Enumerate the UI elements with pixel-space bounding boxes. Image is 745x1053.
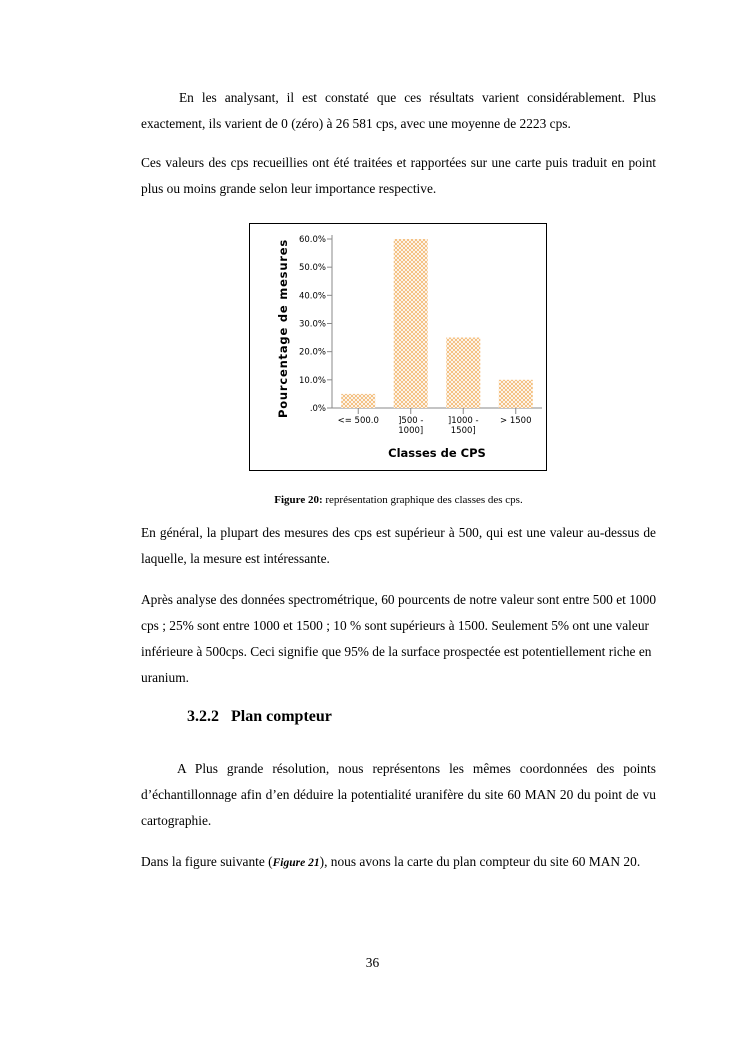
x-tick-label: <= 500.0	[337, 416, 379, 426]
paragraph-next-figure	[141, 849, 656, 876]
y-tick-label: 50.0%	[298, 263, 326, 274]
x-tick-label: 1000]	[398, 426, 424, 436]
y-tick-label: 30.0%	[298, 319, 326, 330]
paragraph-intro: En les analysant, il est constaté que ces résultats varient considérablement. Plus exactement, ils varient de 0 (zéro) à 26 581 cps, avec une moyenne de 2223 cps.	[141, 90, 656, 131]
y-tick-label: 40.0%	[298, 291, 326, 302]
y-tick-label: 10.0%	[298, 375, 326, 386]
bar	[499, 380, 533, 408]
figure-20-chart	[249, 223, 547, 471]
bar	[446, 338, 480, 408]
figure-20-caption	[141, 494, 656, 506]
y-tick-label: .0%	[309, 404, 326, 414]
caption-text: représentation graphique des classes des cps.	[322, 494, 523, 506]
paragraph-analysis: Après analyse des données spectrométrique, 60 pourcents de notre valeur sont entre 500 et 1000 cps ; 25% sont entre 1000 et 1500 ; 10 % sont supérieurs à 1500. Seulement 5% ont une valeur inférieure à 500cps. Ceci signifie que 95% de la surface prospectée est potentiellement riche en uranium.	[141, 592, 657, 685]
bar	[394, 239, 428, 408]
page-number: 36	[365, 955, 380, 970]
bar-chart	[250, 224, 546, 470]
y-tick-label: 20.0%	[298, 347, 326, 358]
y-tick-label: 60.0%	[298, 235, 326, 245]
paragraph-general: En général, la plupart des mesures des cps est supérieur à 500, qui est une valeur au-dessus de laquelle, la mesure est intéressante.	[141, 525, 656, 566]
x-axis-label: Classes de CPS	[388, 446, 486, 460]
x-tick-label: ]500 -	[398, 416, 424, 426]
paragraph-next-figure-start: Dans la figure suivante (	[141, 854, 273, 869]
x-tick-label: ]1000 -	[447, 416, 479, 426]
caption-label: Figure 20:	[274, 494, 323, 506]
paragraph-next-figure-end: ), nous avons la carte du plan compteur du site 60 MAN 20.	[319, 854, 641, 869]
figure-21-reference[interactable]: Figure 21	[272, 857, 320, 869]
section-number: 3.2.2	[187, 708, 219, 725]
section-heading	[187, 708, 340, 726]
x-tick-label: > 1500	[500, 416, 532, 426]
paragraph-cps-values: Ces valeurs des cps recueillies ont été traitées et rapportées sur une carte puis traduit en point plus ou moins grande selon leur importance respective.	[141, 155, 656, 196]
paragraph-resolution: A Plus grande résolution, nous représentons les mêmes coordonnées des points d’échantillonnage afin d’en déduire la potentialité uranifère du site 60 MAN 20 du point de vu cartographie.	[141, 761, 656, 828]
section-title: Plan compteur	[231, 708, 332, 725]
x-tick-label: 1500]	[450, 426, 476, 436]
bar	[341, 394, 375, 408]
y-axis-label: Pourcentage de mesures	[276, 238, 290, 419]
